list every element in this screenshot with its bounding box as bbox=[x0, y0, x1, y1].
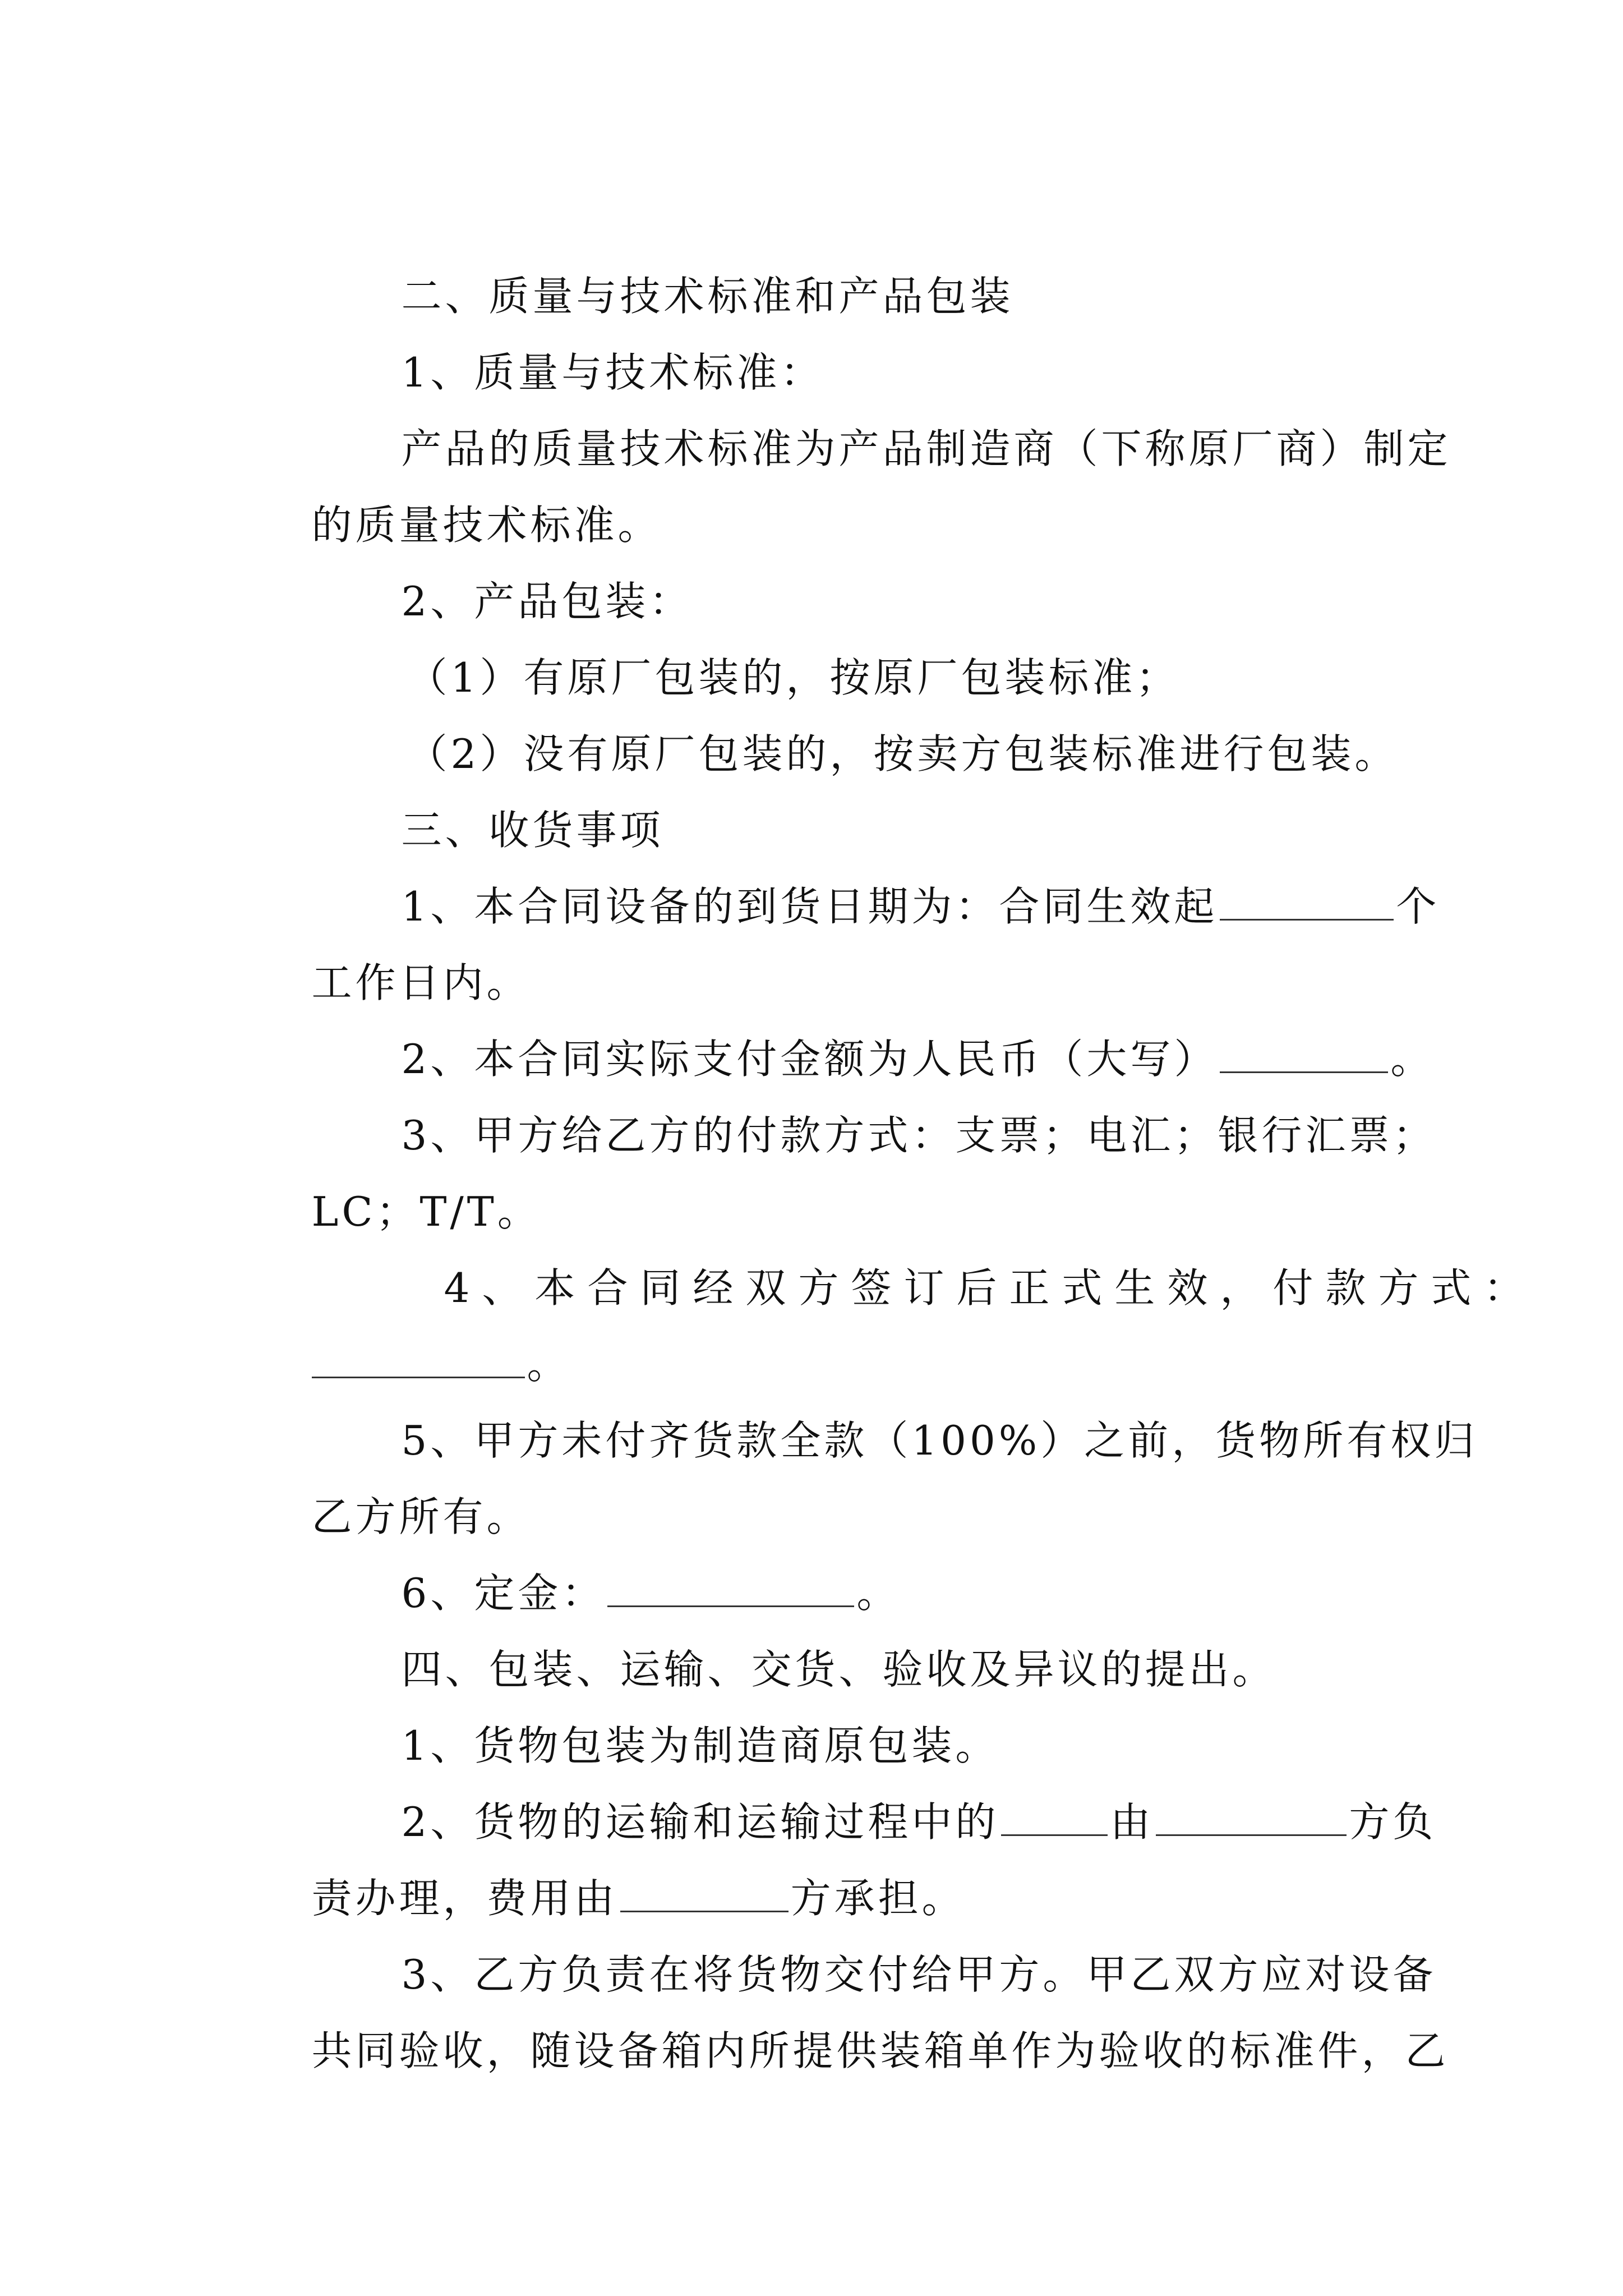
text: 1、本合同设备的到货日期为：合同生效起 bbox=[401, 883, 1218, 930]
text: （2）没有原厂包装的，按卖方包装标准进行包装。 bbox=[407, 730, 1399, 777]
text: 工作日内。 bbox=[311, 959, 531, 1006]
text: 1、货物包装为制造商原包装。 bbox=[401, 1722, 999, 1769]
text: 三、收货事项 bbox=[401, 807, 664, 854]
text: 2、货物的运输和运输过程中的 bbox=[401, 1798, 999, 1846]
text: 2、产品包装： bbox=[401, 578, 693, 625]
text: 6、定金： bbox=[401, 1570, 606, 1617]
text: 。 bbox=[856, 1570, 901, 1617]
text: 产品的质量技术标准为产品制造商（下称原厂商）制定 bbox=[401, 425, 1451, 472]
text: 四、包装、运输、交货、验收及异议的提出。 bbox=[401, 1646, 1276, 1693]
text: 。 bbox=[1390, 1036, 1435, 1083]
text: 责办理，费用由 bbox=[311, 1875, 618, 1922]
text: 方负 bbox=[1349, 1798, 1437, 1846]
text: 。 bbox=[527, 1341, 571, 1388]
text: 5、甲方未付齐货款全款（100%）之前，货物所有权归 bbox=[401, 1417, 1478, 1464]
text: 的质量技术标准。 bbox=[311, 501, 662, 549]
blank-field bbox=[1156, 1801, 1347, 1836]
text: 4、本合同经双方签订后正式生效，付款方式： bbox=[444, 1264, 1537, 1312]
text: 由 bbox=[1110, 1798, 1154, 1846]
text: 乙方所有。 bbox=[311, 1493, 531, 1540]
text: 个 bbox=[1396, 883, 1440, 930]
text: 2、本合同实际支付金额为人民币（大写） bbox=[401, 1036, 1218, 1083]
text: 共同验收，随设备箱内所提供装箱单作为验收的标准件，乙 bbox=[311, 2027, 1449, 2074]
text: 3、乙方负责在将货物交付给甲方。甲乙双方应对设备 bbox=[401, 1951, 1437, 1998]
blank-field bbox=[1220, 885, 1394, 921]
blank-field bbox=[1001, 1801, 1108, 1836]
text: （1）有原厂包装的，按原厂包装标准； bbox=[407, 654, 1180, 701]
text: 二、质量与技术标准和产品包装 bbox=[401, 273, 1014, 320]
text: 1、质量与技术标准： bbox=[401, 349, 824, 396]
text: LC；T/T。 bbox=[311, 1188, 541, 1235]
text: 方承担。 bbox=[790, 1875, 966, 1922]
text: 3、甲方给乙方的付款方式：支票；电汇；银行汇票； bbox=[401, 1112, 1437, 1159]
paragraph-line bbox=[247, 1970, 1449, 2132]
